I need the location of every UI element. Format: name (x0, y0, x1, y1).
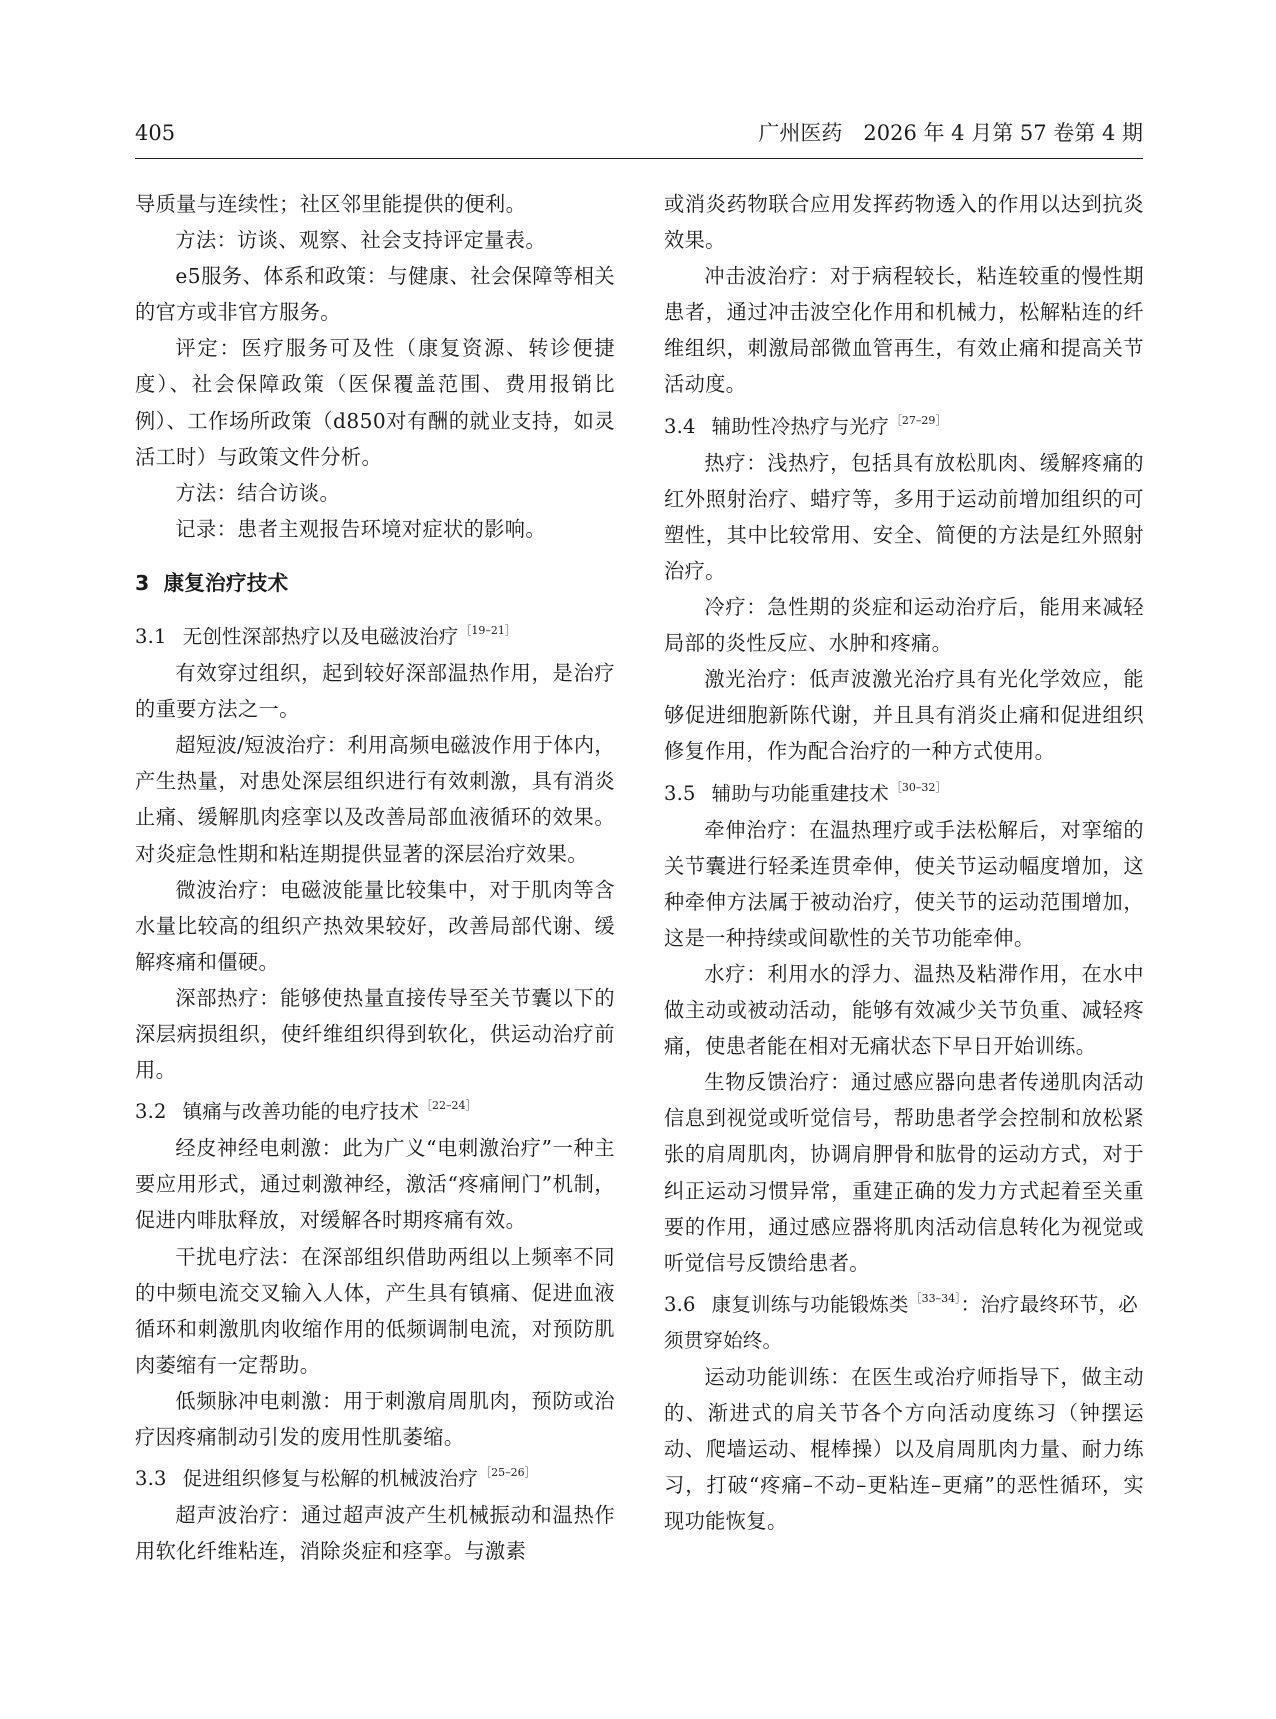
subsection-heading (664, 403, 1144, 445)
subsection-number: 3.1 (135, 624, 167, 648)
subsection-tail-text: ：治疗最终环节，必须贯穿始终。 (664, 1292, 1138, 1352)
header-divider (135, 158, 1143, 159)
subsection-heading (664, 770, 1144, 812)
subsection-number: 3.3 (135, 1467, 167, 1491)
section-title: 康复治疗技术 (163, 570, 289, 595)
section-number: 3 (135, 570, 150, 595)
subsection-number: 3.2 (135, 1100, 167, 1124)
subsection-number: 3.5 (664, 781, 696, 805)
paragraph: 记录：患者主观报告环境对症状的影响。 (175, 516, 546, 541)
subsection-title: 康复训练与功能锻炼类 (711, 1292, 909, 1316)
paragraph: 方法：访谈、观察、社会支持评定量表。 (175, 228, 546, 253)
paragraph: 低频脉冲电刺激：用于刺激肩周肌肉，预防或治疗因疼痛制动引发的废用性肌萎缩。 (135, 1388, 615, 1449)
paragraph: 超声波治疗：通过超声波产生机械振动和温热作用软化纤维粘连，消除炎症和痉挛。与激素 (135, 1503, 615, 1564)
running-header (135, 118, 1143, 148)
subsection-heading (135, 613, 615, 655)
citation-ref: ［25–26］ (480, 1466, 536, 1480)
subsection-heading (135, 1088, 615, 1130)
paragraph: 深部热疗：能够使热量直接传导至关节囊以下的深层病损组织，使纤维组织得到软化，供运动治疗前用。 (135, 985, 615, 1083)
paragraph: 有效穿过组织，起到较好深部温热作用，是治疗的重要方法之一。 (135, 661, 615, 722)
citation-ref: ［19–21］ (460, 623, 516, 637)
paragraph: 激光治疗：低声波激光治疗具有光化学效应，能够促进细胞新陈代谢，并且具有消炎止痛和促进组织修复作用，作为配合治疗的一种方式使用。 (664, 667, 1144, 764)
paragraph: 牵伸治疗：在温热理疗或手法松解后，对挛缩的关节囊进行轻柔连贯牵伸，使关节运动幅度增加，这种牵伸方法属于被动治疗，使关节的运动范围增加，这是一种持续或间歇性的关节功能牵伸。 (664, 817, 1144, 950)
paragraph: 热疗：浅热疗，包括具有放松肌肉、缓解疼痛的红外照射治疗、蜡疗等，多用于运动前增加组织的可塑性，其中比较常用、安全、简便的方法是红外照射治疗。 (664, 450, 1144, 583)
paragraph: e5服务、体系和政策：与健康、社会保障等相关的官方或非官方服务。 (135, 264, 615, 325)
subsection-number: 3.6 (664, 1292, 696, 1316)
paragraph: 超短波/短波治疗：利用高频电磁波作用于体内，产生热量，对患处深层组织进行有效刺激，具有消炎止痛、缓解肌肉痉挛以及改善局部血液循环的效果。对炎症急性期和粘连期提供显著的深层治疗效果。 (135, 733, 615, 866)
citation-ref: ［22–24］ (421, 1099, 477, 1113)
paragraph: 导质量与连续性；社区邻里能提供的便利。 (135, 192, 527, 216)
journal-citation: 广州医药 2026 年 4 月第 57 卷第 4 期 (758, 121, 1143, 145)
paragraph: 经皮神经电刺激：此为广义“电刺激治疗”一种主要应用形式，通过刺激神经，激活“疼痛闸门”机制，促进内啡肽释放，对缓解各时期疼痛有效。 (135, 1136, 615, 1233)
subsection-title: 促进组织修复与松解的机械波治疗 (182, 1467, 479, 1491)
paragraph: 生物反馈治疗：通过感应器向患者传递肌肉活动信息到视觉或听觉信号，帮助患者学会控制和放松紧张的肩周肌肉，协调肩胛骨和肱骨的运动方式，对于纠正运动习惯异常，重建正确的发力方式起着至关重要的作用，通过感应器将肌肉活动信息转化为视觉或听觉信号反馈给患者。 (664, 1070, 1144, 1275)
paragraph: 冲击波治疗：对于病程较长，粘连较重的慢性期患者，通过冲击波空化作用和机械力，松解粘连的纤维组织，刺激局部微血管再生，有效止痛和提高关节活动度。 (664, 264, 1144, 397)
citation-ref: ［30–32］ (890, 780, 947, 794)
subsection-title: 无创性深部热疗以及电磁波治疗 (182, 624, 459, 648)
paragraph: 或消炎药物联合应用发挥药物透入的作用以达到抗炎效果。 (664, 192, 1144, 253)
section-heading (135, 565, 615, 601)
paragraph: 评定：医疗服务可及性（康复资源、转诊便捷度）、社会保障政策（医保覆盖范围、费用报销比例）、工作场所政策（d850对有酬的就业支持，如灵活工时）与政策文件分析。 (135, 336, 615, 469)
subsection-number: 3.4 (664, 414, 696, 438)
subsection-heading (664, 1281, 1144, 1359)
paragraph: 方法：结合访谈。 (175, 480, 341, 505)
paragraph: 微波治疗：电磁波能量比较集中，对于肌肉等含水量比较高的组织产热效果较好，改善局部代谢、缓解疼痛和僵硬。 (135, 877, 615, 974)
subsection-heading (135, 1455, 615, 1497)
subsection-title: 镇痛与改善功能的电疗技术 (182, 1100, 420, 1124)
page-number: 405 (135, 121, 176, 145)
paragraph: 干扰电疗法：在深部组织借助两组以上频率不同的中频电流交叉输入人体，产生具有镇痛、促进血液循环和刺激肌肉收缩作用的低频调制电流，对预防肌肉萎缩有一定帮助。 (135, 1244, 615, 1377)
right-column (664, 186, 1144, 1539)
subsection-title: 辅助与功能重建技术 (711, 781, 889, 805)
paragraph: 冷疗：急性期的炎症和运动治疗后，能用来减轻局部的炎性反应、水肿和疼痛。 (664, 595, 1144, 656)
paragraph: 水疗：利用水的浮力、温热及粘滞作用，在水中做主动或被动活动，能够有效减少关节负重、减轻疼痛，使患者能在相对无痛状态下早日开始训练。 (664, 961, 1144, 1059)
citation-ref: ［27–29］ (890, 413, 947, 427)
citation-ref: ［33–34］ (910, 1291, 961, 1305)
subsection-title: 辅助性冷热疗与光疗 (711, 414, 889, 438)
left-column (135, 186, 615, 1569)
paragraph: 运动功能训练：在医生或治疗师指导下，做主动的、渐进式的肩关节各个方向活动度练习（钟摆运动、爬墙运动、棍棒操）以及肩周肌肉力量、耐力练习，打破“疼痛–不动–更粘连–更痛”的恶性循环，实现功能恢复。 (664, 1365, 1144, 1534)
